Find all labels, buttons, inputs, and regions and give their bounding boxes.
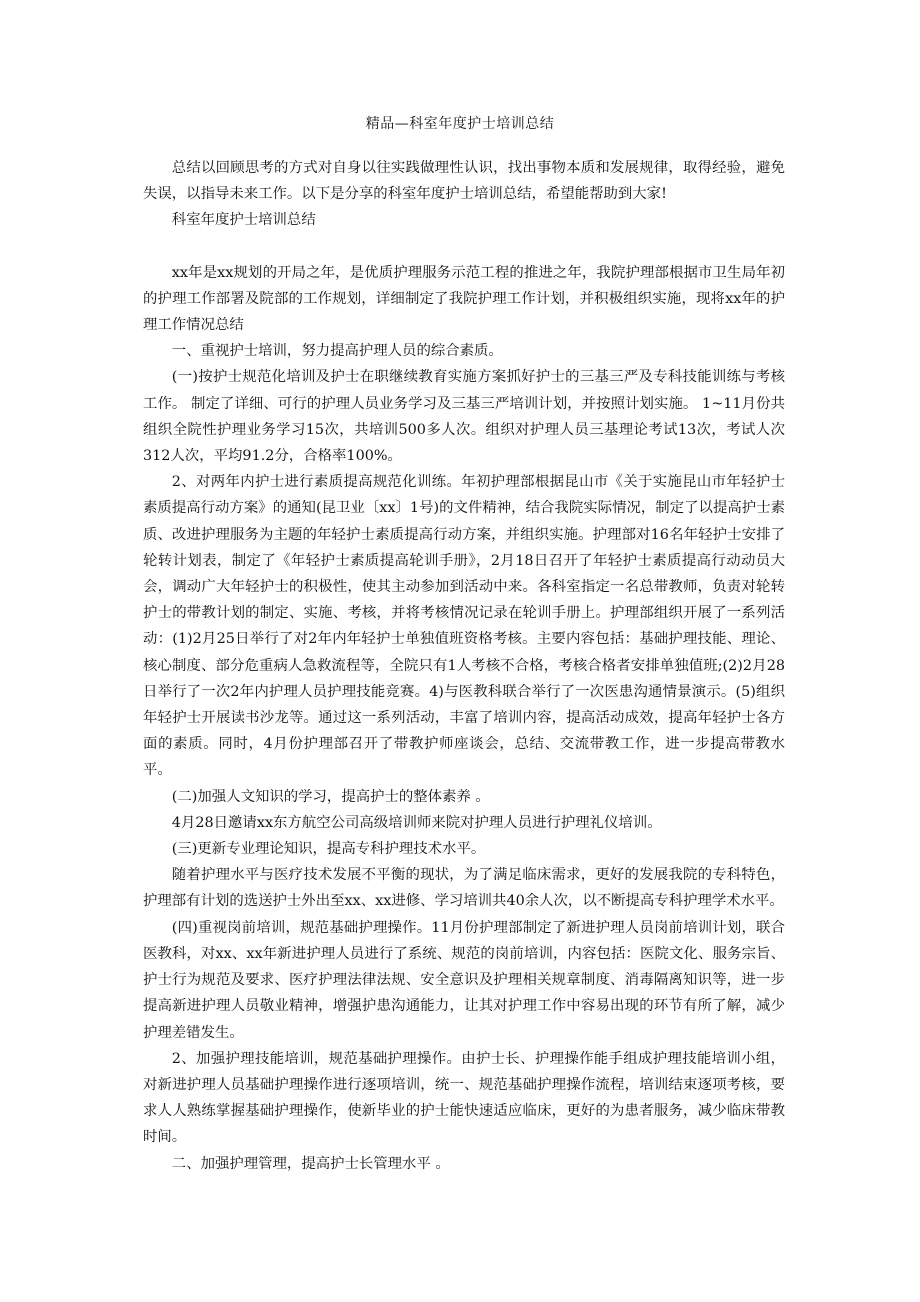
subsection-heading: (三)更新专业理论知识，提高专科护理技术水平。 <box>171 841 486 858</box>
paragraph: 2、对两年内护士进行素质提高规范化训练。年初护理部根据昆山市《关于实施昆山市年轻护士素质提高行动方案》的通知(昆卫业〔xx〕1号)的文件精神，结合我院实际情况，制定了以提高护士素质、改进护理服务为主题的年轻护士素质提高行动方案，并组织实施。护理部对16名年轻护士安排了轮转计划表，制定了《年轻护士素质提高轮训手册》，2月18日召开了年轻护士素质提高行动动员大会，调动广大年轻护士的积极性，使其主动参加到活动中来。各科室指定一名总带教师，负责对轮转护士的带教计划的制定、实施、考核，并将考核情况记录在轮训手册上。护理部组织开展了一系列活动：(1)2月25日举行了对2年内年轻护士单独值班资格考核。主要内容包括：基础护理技能、理论、核心制度、部分危重病人急救流程等，全院只有1人考核不合格，考核合格者安排单独值班;(2)2月28日举行了一次2年内护理人员护理技能竞赛。4)与医教科联合举行了一次医患沟通情景演示。(5)组织年轻护士开展读书沙龙等。通过这一系列活动，丰富了培训内容，提高活动成效，提高年轻护士各方面的素质。同时，4月份护理部召开了带教护师座谈会，总结、交流带教工作，进一步提高带教水平。 <box>143 474 785 779</box>
paragraph: (一)按护士规范化培训及护士在职继续教育实施方案抓好护士的三基三严及专科技能训练与考核工作。 制定了详细、可行的护理人员业务学习及三基三严培训计划，并按照计划实施。 1~11月份共组织全院性护理业务学习15次，共培训500多人次。组织对护理人员三基理论考试13次，考试人次312人次，平均91.2分，合格率100%。 <box>143 369 785 465</box>
paragraph: xx年是xx规划的开局之年，是优质护理服务示范工程的推进之年，我院护理部根据市卫生局年初的护理工作部署及院部的工作规划，详细制定了我院护理工作计划，并积极组织实施，现将xx年的护理工作情况总结 <box>143 264 785 334</box>
paragraph: 随着护理水平与医疗技术发展不平衡的现状，为了满足临床需求，更好的发展我院的专科特色，护理部有计划的选送护士外出至xx、xx进修、学习培训共40余人次，以不断提高专科护理学术水平。 <box>143 867 785 910</box>
intro-paragraph: 总结以回顾思考的方式对自身以往实践做理性认识，找出事物本质和发展规律，取得经验，避免失误，以指导未来工作。以下是分享的科室年度护士培训总结，希望能帮助到大家! <box>143 160 785 203</box>
paragraph: 4月28日邀请xx东方航空公司高级培训师来院对护理人员进行护理礼仪培训。 <box>171 814 662 831</box>
document-title: 精品—科室年度护士培训总结 <box>365 116 555 132</box>
subsection-heading: (二)加强人文知识的学习，提高护士的整体素养 。 <box>171 788 490 805</box>
paragraph: (四)重视岗前培训，规范基础护理操作。11月份护理部制定了新进护理人员岗前培训计划，联合医教科，对xx、xx年新进护理人员进行了系统、规范的岗前培训，内容包括：医院文化、服务宗旨、护士行为规范及要求、医疗护理法律法规、安全意识及护理相关规章制度、消毒隔离知识等，进一步提高新进护理人员敬业精神，增强护患沟通能力，让其对护理工作中容易出现的环节有所了解，减少护理差错发生。 <box>143 919 785 1041</box>
section-heading: 一、重视护士培训，努力提高护理人员的综合素质。 <box>171 343 503 360</box>
paragraph: 2、加强护理技能培训，规范基础护理操作。由护士长、护理操作能手组成护理技能培训小组，对新进护理人员基础护理操作进行逐项培训，统一、规范基础护理操作流程，培训结束逐项考核，要求人人熟练掌握基础护理操作，使新毕业的护士能快速适应临床，更好的为患者服务，减少临床带教时间。 <box>143 1050 785 1146</box>
section-heading: 二、加强护理管理，提高护士长管理水平 。 <box>171 1155 450 1172</box>
section-subtitle: 科室年度护士培训总结 <box>171 212 316 229</box>
document-body <box>143 155 785 1177</box>
